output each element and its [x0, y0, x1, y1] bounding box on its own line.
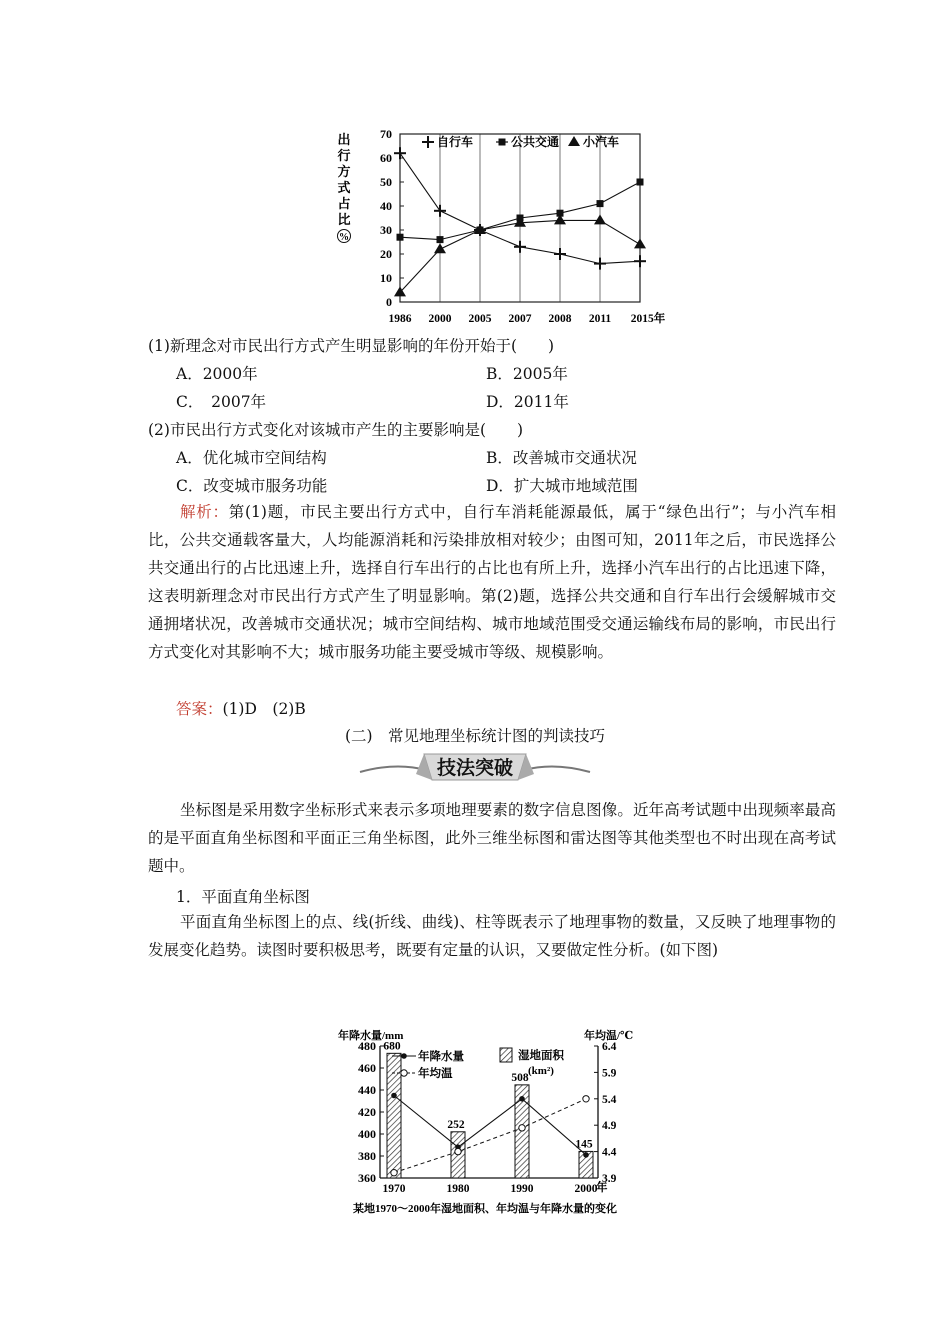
wetland-climate-chart [330, 1028, 640, 1216]
chart1-x-tick-label: 1986 [388, 313, 412, 325]
chart2-right-tick-label: 4.9 [602, 1120, 617, 1133]
travel-mode-chart [330, 122, 666, 330]
section-title: (二) 常见地理坐标统计图的判读技巧 [344, 727, 606, 745]
chart1-data-point [597, 200, 604, 207]
chart1-y-label-char: 出 [337, 132, 351, 147]
chart1-x-tick-label: 2000 [428, 313, 452, 325]
question-2-stem: (2)市民出行方式变化对该城市产生的主要影响是( ) [148, 421, 524, 439]
sub-paragraph [148, 908, 836, 964]
chart2-right-tick-label: 5.9 [602, 1067, 617, 1080]
wetland-area-label: 680 [383, 1040, 401, 1053]
chart1-data-point [594, 258, 606, 270]
chart1-data-point [594, 214, 606, 224]
chart1-y-label-char: 比 [337, 212, 351, 227]
analysis-paragraph [148, 498, 836, 666]
chart1-data-point [397, 234, 404, 241]
answer-line [176, 697, 306, 719]
temperature-point [391, 1170, 397, 1176]
temperature-point [519, 1125, 525, 1131]
chart2-left-tick-label: 480 [358, 1039, 376, 1053]
chart1-y-tick-label: 10 [380, 271, 392, 285]
chart2-left-tick-label: 460 [358, 1061, 376, 1075]
chart2-x-unit: 年 [596, 1182, 608, 1194]
chart1-y-label-char: 式 [337, 180, 351, 195]
q2-option-d: D．扩大城市地域范围 [486, 477, 638, 495]
chart1-y-label-char: 行 [337, 148, 351, 163]
analysis-text: 第(1)题，市民主要出行方式中，自行车消耗能源最低，属于“绿色出行”；与小汽车相比，公共交通载客量大，人均能源消耗和污染排放相对较少；由图可知，2011年之后，市民选择公共交通出行的占比迅速上升，选择自行车出行的占比也有所上升，选择小汽车出行的占比迅速下降，这表明新理念对市民出行方式产生了明显影响。第(2)题，选择公共交通和自行车出行会缓解城市交通拥堵状况，改善城市交通状况；城市空间结构、城市地域范围受交通运输线布局的影响，市民出行方式变化对其影响不大；城市服务功能主要受城市等级、规模影响。 [148, 503, 836, 661]
chart2-x-tick-label: 1990 [510, 1183, 534, 1195]
precipitation-point [519, 1096, 525, 1102]
legend-marker [422, 136, 434, 148]
intro-paragraph [148, 796, 836, 880]
legend-precip-dot [401, 1053, 407, 1059]
precipitation-point [391, 1093, 397, 1099]
temperature-point [583, 1096, 589, 1102]
q1-option-a: A．2000年 [176, 365, 258, 383]
temperature-point [455, 1148, 461, 1154]
chart1-data-point [434, 205, 446, 217]
technique-banner [356, 750, 594, 786]
chart1-y-tick-label: 70 [380, 127, 392, 141]
chart1-y-tick-label: 0 [386, 295, 392, 309]
chart1-y-tick-label: 20 [380, 247, 392, 261]
chart1-data-point [634, 255, 646, 267]
legend-precip-label: 年降水量 [418, 1051, 464, 1063]
analysis-label: 解析： [180, 503, 229, 521]
q2-option-b: B．改善城市交通状况 [486, 449, 637, 467]
legend-wetland-unit: (km²) [528, 1065, 554, 1077]
chart2-right-tick-label: 6.4 [602, 1041, 617, 1053]
legend-marker [499, 139, 506, 146]
precipitation-line [394, 1096, 586, 1155]
chart1-y-axis-label [337, 132, 350, 243]
chart1-x-tick-label: 2011 [588, 313, 612, 325]
chart1-data-point [394, 147, 406, 159]
answer-text: (1)D (2)B [222, 700, 306, 718]
chart1-data-point [554, 248, 566, 260]
wetland-area-label: 145 [575, 1138, 593, 1151]
chart1-x-tick-label: 2015年 [630, 313, 666, 325]
q1-option-c: C． 2007年 [176, 393, 267, 411]
chart2-left-tick-label: 440 [358, 1083, 376, 1097]
chart2-left-tick-label: 400 [358, 1127, 376, 1141]
temperature-line [394, 1099, 586, 1173]
wetland-area-label: 252 [447, 1118, 465, 1131]
chart1-y-tick-label: 30 [380, 223, 392, 237]
legend-wetland-label: 湿地面积 [518, 1050, 564, 1062]
chart2-x-tick-label: 2000 [574, 1183, 598, 1195]
chart1-y-tick-label: 50 [380, 175, 392, 189]
chart1-y-tick-label: 40 [380, 199, 392, 213]
answer-label: 答案： [176, 700, 223, 718]
chart2-caption: 某地1970～2000年湿地面积、年均温与年降水量的变化 [353, 1203, 617, 1215]
chart1-data-point [514, 241, 526, 253]
chart1-data-point [634, 238, 646, 248]
chart1-data-point [434, 243, 446, 253]
chart2-right-tick-label: 3.9 [602, 1173, 617, 1185]
sub-paragraph-text: 平面直角坐标图上的点、线(折线、曲线)、柱等既表示了地理事物的数量，又反映了地理事物的发展变化趋势。读图时要积极思考，既要有定量的认识，又要做定性分析。(如下图) [148, 913, 836, 959]
intro-text: 坐标图是采用数字坐标形式来表示多项地理要素的数字信息图像。近年高考试题中出现频率最高的是平面直角坐标图和平面正三角坐标图，此外三维坐标图和雷达图等其他类型也不时出现在高考试题中。 [148, 801, 836, 875]
chart2-right-tick-label: 4.4 [602, 1146, 617, 1159]
chart1-y-label-char: 方 [337, 164, 351, 179]
chart2-x-tick-label: 1980 [446, 1183, 470, 1195]
chart2-right-tick-label: 5.4 [602, 1093, 617, 1106]
chart1-y-tick-label: 60 [380, 151, 392, 165]
right-axis-title: 年均温/℃ [584, 1030, 634, 1042]
chart1-data-point [514, 217, 526, 227]
question-1-stem: (1)新理念对市民出行方式产生明显影响的年份开始于( ) [148, 337, 555, 355]
left-axis-title: 年降水量/mm [338, 1030, 404, 1042]
chart2-x-tick-label: 1970 [382, 1183, 406, 1195]
banner-text: 技法突破 [436, 758, 514, 779]
q2-option-c: C．改变城市服务功能 [176, 477, 328, 495]
chart2-legend [392, 1048, 564, 1080]
chart1-y-label-char: 占 [337, 196, 351, 211]
legend-temp-label: 年均温 [418, 1068, 453, 1080]
legend-wetland-swatch [500, 1048, 512, 1062]
chart1-data-point [554, 214, 566, 224]
chart1-x-tick-label: 2005 [468, 313, 492, 325]
chart1-data-point [637, 179, 644, 186]
chart1-x-tick-label: 2007 [508, 313, 532, 325]
sub-heading: 1．平面直角坐标图 [176, 888, 310, 906]
chart2-left-tick-label: 360 [358, 1171, 376, 1185]
q2-option-a: A．优化城市空间结构 [176, 449, 327, 467]
chart1-x-tick-label: 2008 [548, 313, 572, 325]
legend-marker [568, 136, 580, 146]
chart1-legend-label: 小汽车 [583, 135, 620, 149]
chart1-legend [422, 134, 619, 149]
chart1-data-point [437, 236, 444, 243]
legend-temp-dot [401, 1070, 407, 1076]
chart1-legend-label: 自行车 [437, 135, 474, 149]
chart2-left-tick-label: 380 [358, 1149, 376, 1163]
chart1-legend-label: 公共交通 [511, 135, 560, 149]
wetland-area-label: 508 [511, 1071, 529, 1084]
precipitation-point [583, 1152, 589, 1158]
chart1-y-label-char: % [339, 232, 349, 243]
wetland-area-bar [387, 1053, 401, 1178]
q1-option-d: D．2011年 [486, 393, 569, 411]
q1-option-b: B．2005年 [486, 365, 568, 383]
chart2-left-tick-label: 420 [358, 1105, 376, 1119]
